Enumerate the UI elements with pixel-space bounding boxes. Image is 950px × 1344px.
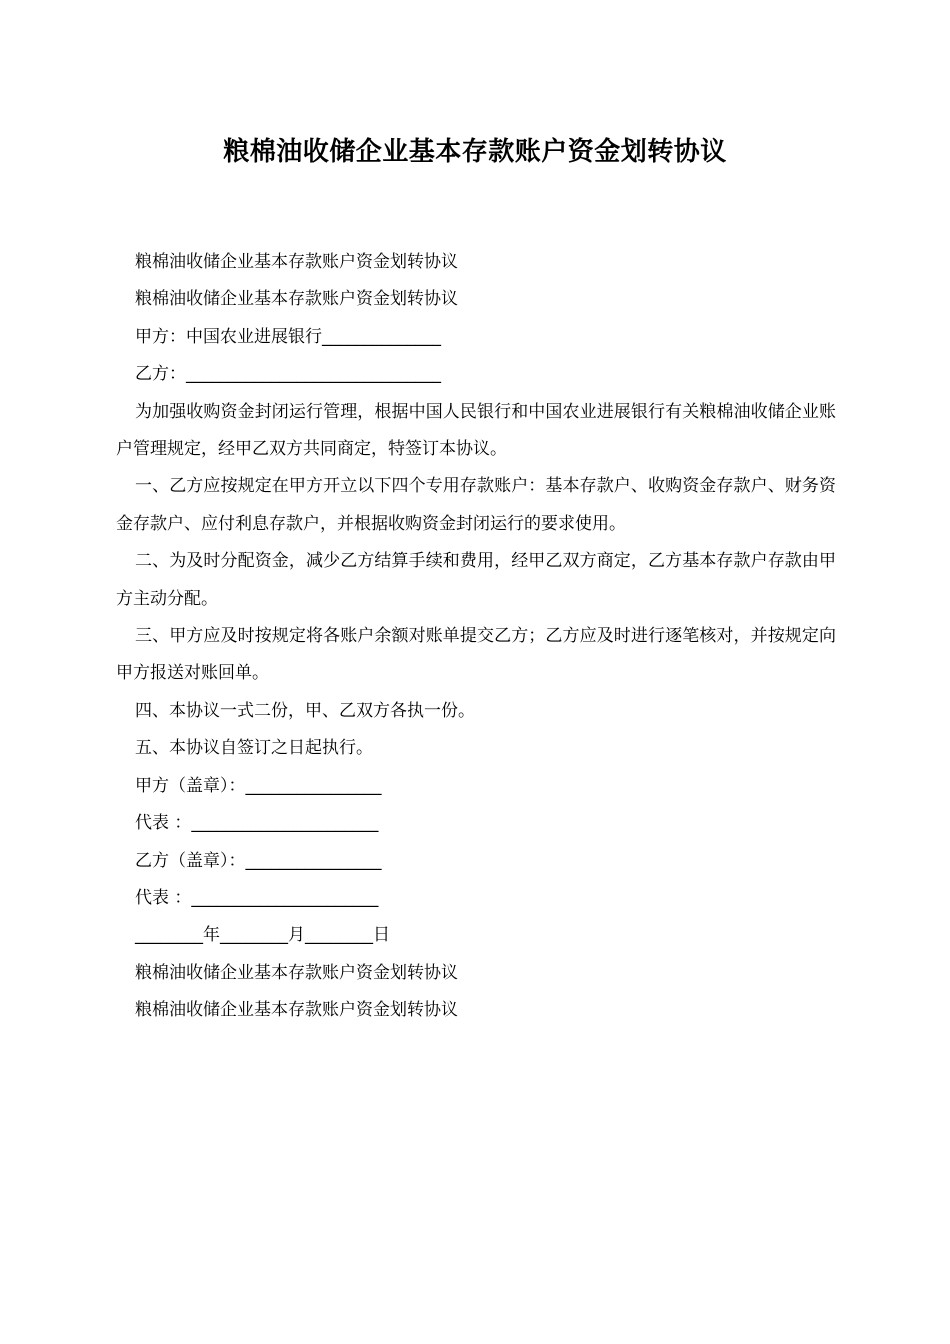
date-line: ________年________月________日 (135, 925, 390, 946)
clause-3-paragraph: 三、甲方应及时按规定将各账户余额对账单提交乙方；乙方应及时进行逐笔核对，并按规定向甲方报送对账回单。 (116, 626, 836, 684)
repeat-title-line: 粮棉油收储企业基本存款账户资金划转协议 (135, 289, 458, 310)
document-body (116, 244, 836, 1030)
preamble-paragraph: 为加强收购资金封闭运行管理，根据中国人民银行和中国农业进展银行有关粮棉油收储企业账户管理规定，经甲乙双方共同商定，特签订本协议。 (116, 401, 836, 460)
repeat-title-line: 粮棉油收储企业基本存款账户资金划转协议 (135, 1000, 458, 1021)
party-a-line: 甲方：中国农业进展银行______________ (135, 326, 441, 347)
party-b-representative-line: 代表 ：______________________ (135, 887, 379, 908)
repeat-title-line: 粮棉油收储企业基本存款账户资金划转协议 (135, 962, 458, 983)
party-a-seal-line: 甲方（盖章）：________________ (135, 775, 382, 796)
document-title: 粮棉油收储企业基本存款账户资金划转协议 (223, 137, 727, 167)
clause-4-paragraph: 四、本协议一式二份，甲、乙双方各执一份。 (135, 700, 475, 721)
repeat-title-line: 粮棉油收储企业基本存款账户资金划转协议 (135, 252, 458, 272)
clause-5-paragraph: 五、本协议自签订之日起执行。 (135, 738, 373, 759)
party-b-line: 乙方：______________________________ (135, 364, 441, 385)
clause-2-paragraph: 二、为及时分配资金，减少乙方结算手续和费用，经甲乙双方商定，乙方基本存款户存款由甲方主动分配。 (116, 551, 836, 609)
clause-1-paragraph: 一、乙方应按规定在甲方开立以下四个专用存款账户：基本存款户、收购资金存款户、财务资金存款户、应付利息存款户，并根据收购资金封闭运行的要求使用。 (116, 476, 836, 534)
party-a-representative-line: 代表 ：______________________ (135, 813, 379, 834)
party-b-seal-line: 乙方（盖章）：________________ (135, 850, 382, 871)
